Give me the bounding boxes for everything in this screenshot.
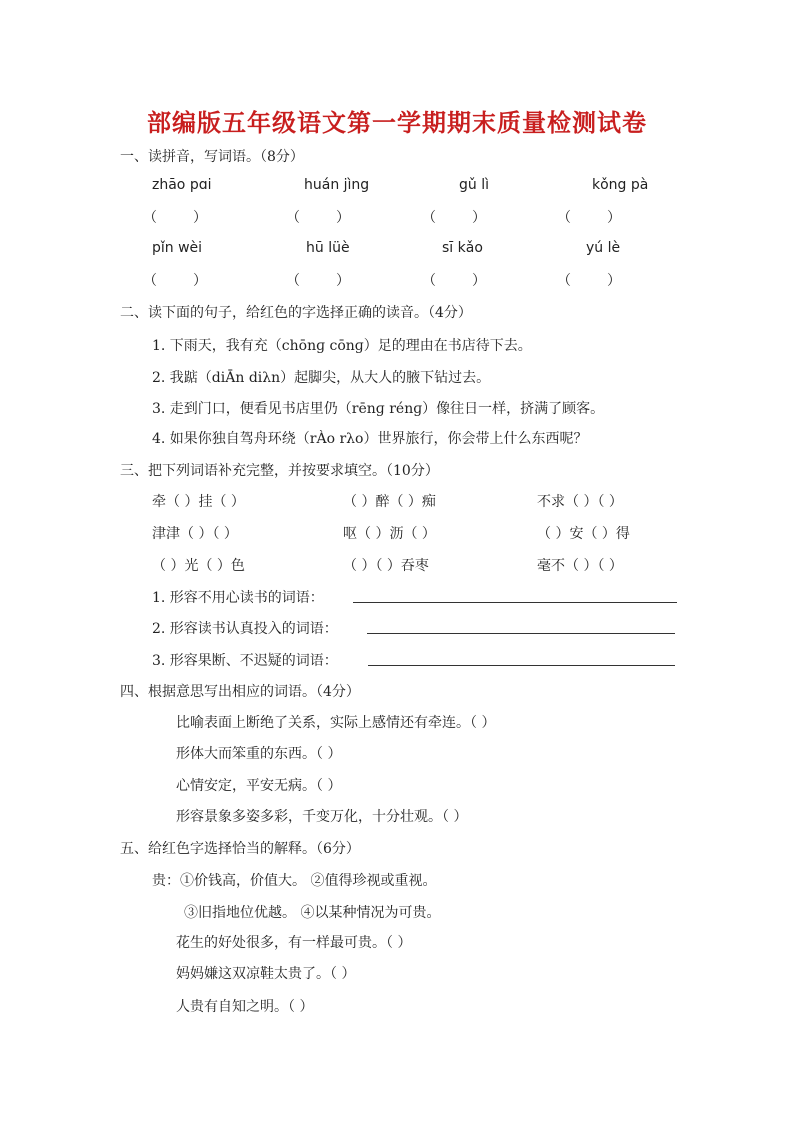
q2-heading: 二、读下面的句子，给红色的字选择正确的读音。（4分） [120, 305, 472, 321]
q5-definitions-2: ③旧指地位优越。 ④以某种情况为可贵。 [184, 905, 441, 921]
answer-box-4[interactable]: （ ） [557, 210, 621, 226]
q5-item-1: 花生的好处很多，有一样最可贵。（ ） [176, 935, 412, 951]
page-title: 部编版五年级语文第一学期期末质量检测试卷 [147, 108, 647, 137]
pinyin-6: hū lüè [306, 240, 350, 256]
q4-item-3: 心情安定，平安无病。（ ） [176, 778, 342, 794]
q5-item-2: 妈妈嫌这双凉鞋太贵了。（ ） [176, 966, 356, 982]
idiom-7[interactable]: （ ）光（ ）色 [152, 558, 245, 574]
idiom-5[interactable]: 呕（ ）沥（ ） [343, 526, 436, 542]
q4-item-2: 形体大而笨重的东西。（ ） [176, 746, 342, 762]
answer-box-7[interactable]: （ ） [422, 273, 486, 289]
idiom-4[interactable]: 津津（ ）（ ） [152, 526, 238, 542]
q3-heading: 三、把下列词语补充完整，并按要求填空。（10分） [120, 463, 439, 479]
idiom-2[interactable]: （ ）醉（ ）痴 [343, 494, 436, 510]
idiom-1[interactable]: 牵（ ）挂（ ） [152, 494, 245, 510]
pinyin-7: sī kǎo [442, 240, 483, 256]
q2-item-2: 2. 我踮（diĀn diλn）起脚尖，从大人的腋下钻过去。 [152, 370, 491, 386]
idiom-8[interactable]: （ ）（ ）吞枣 [343, 558, 429, 574]
q3-fill-2-line[interactable] [367, 633, 675, 634]
pinyin-8: yú lè [586, 240, 621, 256]
q4-item-4: 形容景象多姿多彩，千变万化，十分壮观。（ ） [176, 809, 468, 825]
pinyin-4: kǒng pà [592, 177, 649, 193]
q3-fill-1-label: 1. 形容不用心读书的词语： [152, 590, 324, 606]
q5-definitions-1: 贵：①价钱高，价值大。 ②值得珍视或重视。 [152, 873, 437, 889]
q3-fill-1-line[interactable] [353, 602, 677, 603]
answer-box-5[interactable]: （ ） [143, 273, 207, 289]
pinyin-2: huán jìng [304, 177, 370, 193]
idiom-3[interactable]: 不求（ ）（ ） [537, 494, 623, 510]
q2-item-4: 4. 如果你独自驾舟环绕（rÀo rλo）世界旅行，你会带上什么东西呢？ [152, 431, 588, 447]
q3-fill-2-label: 2. 形容读书认真投入的词语： [152, 621, 338, 637]
q5-heading: 五、给红色字选择恰当的解释。（6分） [120, 841, 360, 857]
answer-box-8[interactable]: （ ） [557, 273, 621, 289]
q2-item-3: 3. 走到门口，便看见书店里仍（rēnɡ rénɡ）像往日一样，挤满了顾客。 [152, 401, 605, 417]
pinyin-3: gǔ lì [459, 177, 489, 193]
pinyin-1: zhāo pɑi [152, 177, 212, 193]
answer-box-1[interactable]: （ ） [143, 210, 207, 226]
answer-box-6[interactable]: （ ） [286, 273, 350, 289]
q2-item-1: 1. 下雨天，我有充（chōnɡ cōnɡ）足的理由在书店待下去。 [152, 338, 532, 354]
idiom-6[interactable]: （ ）安（ ）得 [537, 526, 630, 542]
pinyin-5: pǐn wèi [152, 240, 203, 256]
idiom-9[interactable]: 毫不（ ）（ ） [537, 558, 623, 574]
answer-box-2[interactable]: （ ） [286, 210, 350, 226]
q1-heading: 一、读拼音，写词语。（8分） [120, 149, 304, 165]
q3-fill-3-label: 3. 形容果断、不迟疑的词语： [152, 653, 338, 669]
q3-fill-3-line[interactable] [368, 665, 675, 666]
q5-item-3: 人贵有自知之明。（ ） [176, 999, 314, 1015]
q4-item-1: 比喻表面上断绝了关系，实际上感情还有牵连。（ ） [176, 715, 496, 731]
q4-heading: 四、根据意思写出相应的词语。（4分） [120, 684, 360, 700]
answer-box-3[interactable]: （ ） [422, 210, 486, 226]
